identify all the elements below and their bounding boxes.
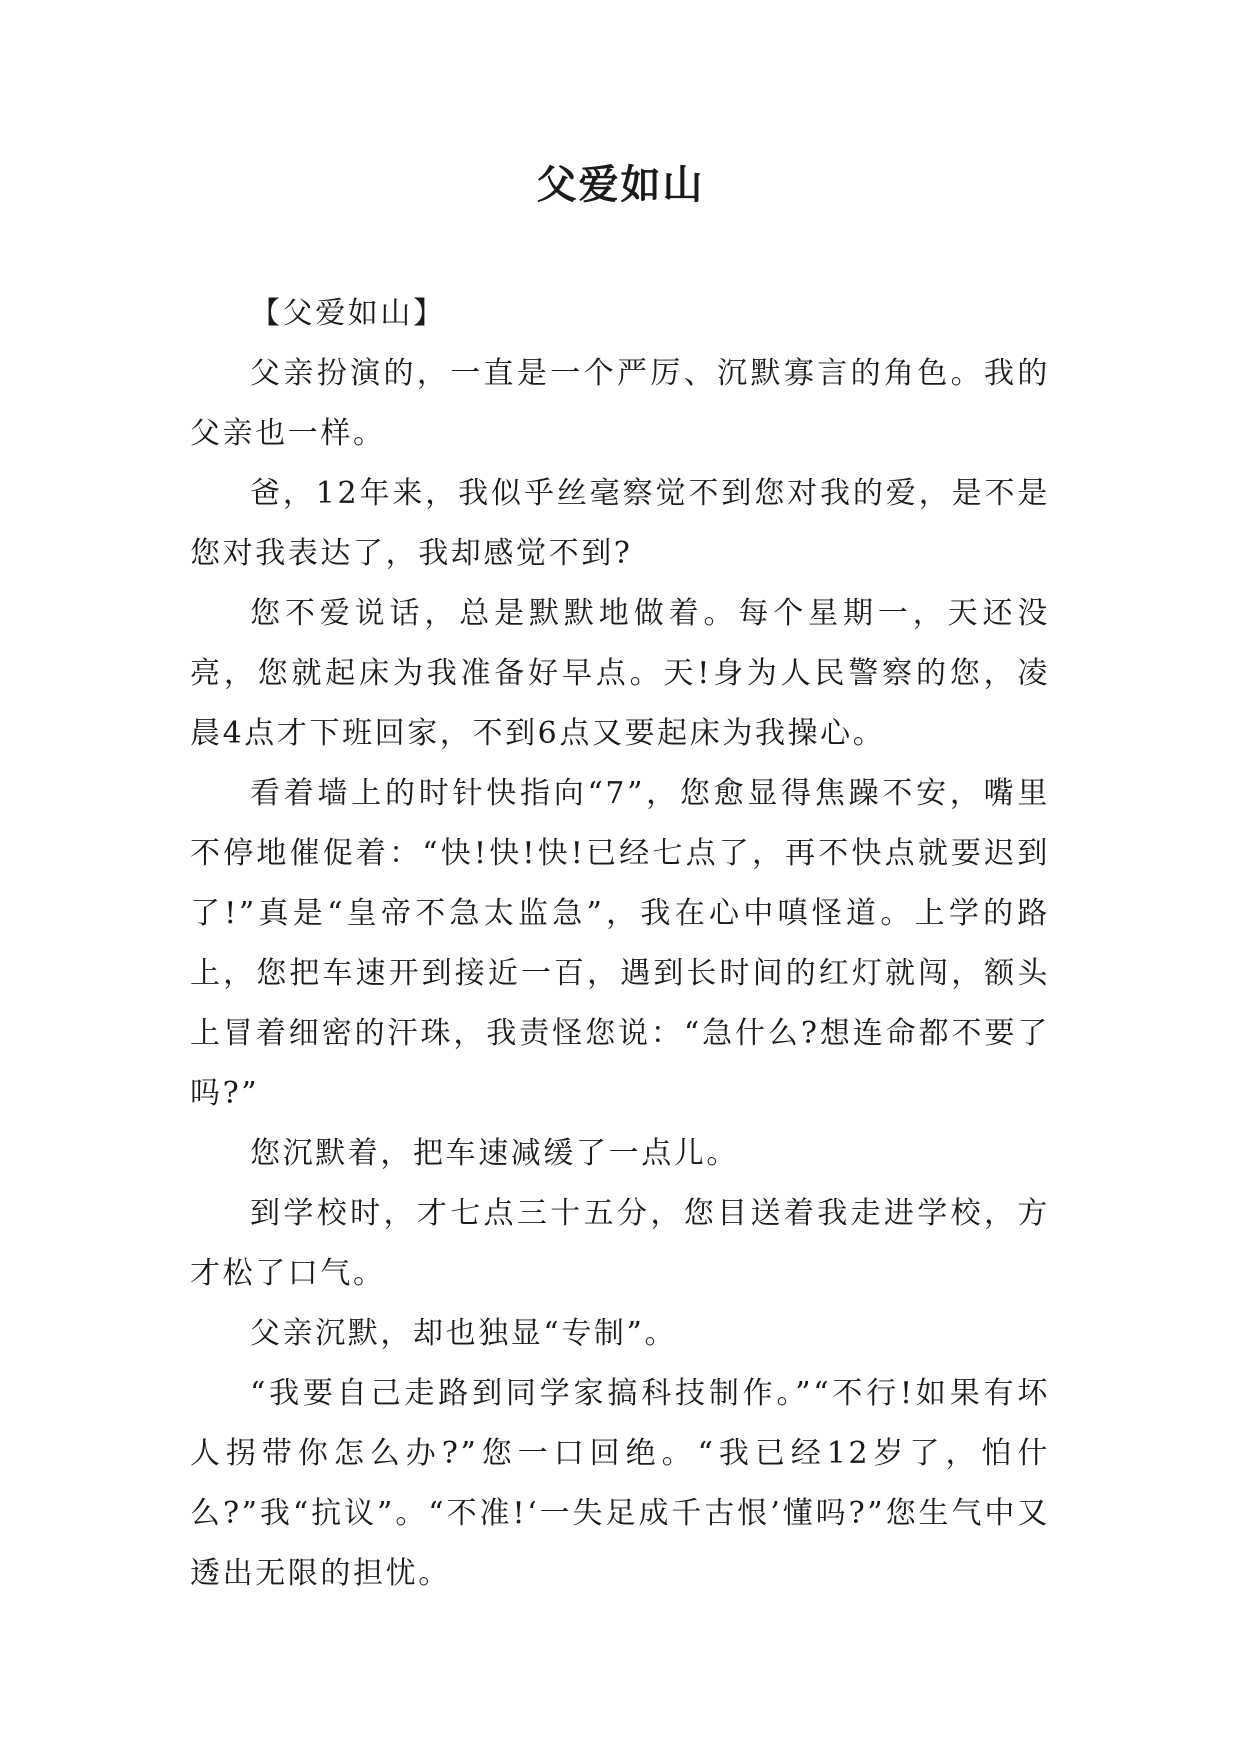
document-body — [190, 284, 1050, 1604]
paragraph: 看着墙上的时针快指向“7”，您愈显得焦躁不安，嘴里不停地催促着：“快!快!快!已经七点了，再不快点就要迟到了!”真是“皇帝不急太监急”，我在心中嗔怪道。上学的路上，您把车速开到接近一百，遇到长时间的红灯就闯，额头上冒着细密的汗珠，我责怪您说：“急什么?想连命都不要了吗?” — [190, 776, 1050, 1111]
paragraph: 您不爱说话，总是默默地做着。每个星期一，天还没亮，您就起床为我准备好早点。天!身为人民警察的您，凌晨4点才下班回家，不到6点又要起床为我操心。 — [190, 596, 1050, 751]
paragraph: “我要自己走路到同学家搞科技制作。”“不行!如果有坏人拐带你怎么办?”您一口回绝。“我已经12岁了，怕什么?”我“抗议”。“不准!‘一失足成千古恨’懂吗?”您生气中又透出无限的担忧。 — [190, 1376, 1050, 1591]
paragraph-heading: 【父爱如山】 — [250, 296, 446, 331]
paragraph: 爸，12年来，我似乎丝毫察觉不到您对我的爱，是不是您对我表达了，我却感觉不到? — [190, 476, 1050, 571]
paragraph: 父亲扮演的，一直是一个严厉、沉默寡言的角色。我的父亲也一样。 — [190, 356, 1050, 451]
document-title: 父爱如山 — [536, 162, 705, 208]
paragraph: 您沉默着，把车速减缓了一点儿。 — [250, 1136, 739, 1171]
paragraph: 父亲沉默，却也独显“专制”。 — [250, 1316, 678, 1351]
paragraph: 到学校时，才七点三十五分，您目送着我走进学校，方才松了口气。 — [190, 1196, 1050, 1291]
